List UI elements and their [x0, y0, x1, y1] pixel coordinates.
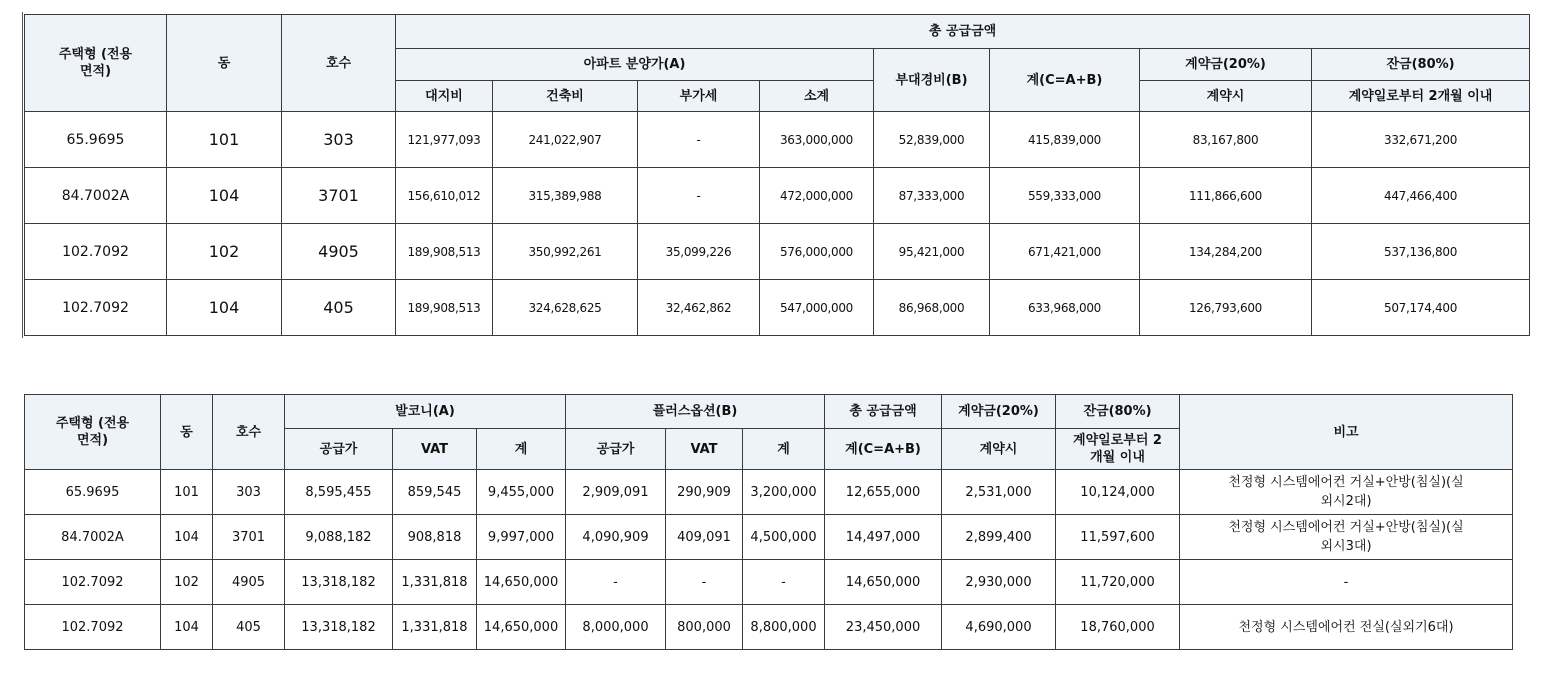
header-option-sum: 계	[743, 429, 825, 470]
table-row	[25, 112, 1530, 168]
cell-balcony-sum: 14,650,000	[477, 560, 566, 605]
cell-note: 천정형 시스템에어컨 거실+안방(침실)(실외시3대)	[1180, 515, 1513, 560]
header-dong: 동	[167, 15, 282, 112]
header-deposit-when: 계약시	[1140, 81, 1312, 112]
header-apt-sale: 아파트 분양가(A)	[396, 49, 874, 81]
header-option-vat: VAT	[666, 429, 743, 470]
cell-sum: 559,333,000	[990, 168, 1140, 224]
header-balcony-supply: 공급가	[285, 429, 393, 470]
cell-total: 14,650,000	[825, 560, 942, 605]
cell-balance: 11,597,600	[1056, 515, 1180, 560]
cell-type: 102.7092	[25, 224, 167, 280]
cell-option-sum: 3,200,000	[743, 470, 825, 515]
cell-land: 189,908,513	[396, 280, 493, 336]
cell-land: 121,977,093	[396, 112, 493, 168]
header-total-supply: 총 공급금액	[825, 395, 942, 429]
cell-dong: 102	[167, 224, 282, 280]
cell-sum: 415,839,000	[990, 112, 1140, 168]
cell-balance: 11,720,000	[1056, 560, 1180, 605]
header-balance: 잔금(80%)	[1312, 49, 1530, 81]
header-extra: 부대경비(B)	[874, 49, 990, 112]
header-deposit: 계약금(20%)	[1140, 49, 1312, 81]
cell-dong: 104	[167, 168, 282, 224]
header-balance-when: 계약일로부터 2개월 이내	[1312, 81, 1530, 112]
table-row	[25, 515, 1513, 560]
header-deposit-when: 계약시	[942, 429, 1056, 470]
cell-note: -	[1180, 560, 1513, 605]
header-balance: 잔금(80%)	[1056, 395, 1180, 429]
cell-hosu: 405	[282, 280, 396, 336]
cell-subtotal: 472,000,000	[760, 168, 874, 224]
cell-balcony-supply: 13,318,182	[285, 605, 393, 650]
cell-vat: -	[638, 112, 760, 168]
cell-dong: 104	[167, 280, 282, 336]
cell-option-supply: -	[566, 560, 666, 605]
table-row	[25, 470, 1513, 515]
cell-deposit: 4,690,000	[942, 605, 1056, 650]
header-type: 주택형 (전용면적)	[25, 395, 161, 470]
table-row	[25, 168, 1530, 224]
cell-type: 102.7092	[25, 560, 161, 605]
cell-note: 천정형 시스템에어컨 전실(실외기6대)	[1180, 605, 1513, 650]
cell-option-sum: -	[743, 560, 825, 605]
cell-extra: 52,839,000	[874, 112, 990, 168]
cell-dong: 101	[167, 112, 282, 168]
cell-type: 65.9695	[25, 112, 167, 168]
cell-vat: 35,099,226	[638, 224, 760, 280]
cell-hosu: 405	[213, 605, 285, 650]
cell-note: 천정형 시스템에어컨 거실+안방(침실)(실외시2대)	[1180, 470, 1513, 515]
cell-balcony-supply: 9,088,182	[285, 515, 393, 560]
cell-option-sum: 8,800,000	[743, 605, 825, 650]
cell-building: 241,022,907	[493, 112, 638, 168]
cell-deposit: 134,284,200	[1140, 224, 1312, 280]
cell-subtotal: 547,000,000	[760, 280, 874, 336]
cell-hosu: 4905	[282, 224, 396, 280]
left-border-rule	[22, 12, 23, 338]
cell-building: 315,389,988	[493, 168, 638, 224]
cell-subtotal: 576,000,000	[760, 224, 874, 280]
header-hosu: 호수	[213, 395, 285, 470]
header-balcony-vat: VAT	[393, 429, 477, 470]
cell-balcony-sum: 9,997,000	[477, 515, 566, 560]
table-row	[25, 224, 1530, 280]
cell-option-supply: 8,000,000	[566, 605, 666, 650]
cell-hosu: 3701	[282, 168, 396, 224]
cell-type: 84.7002A	[25, 168, 167, 224]
header-dong: 동	[161, 395, 213, 470]
cell-deposit: 126,793,600	[1140, 280, 1312, 336]
cell-balcony-vat: 859,545	[393, 470, 477, 515]
cell-subtotal: 363,000,000	[760, 112, 874, 168]
cell-deposit: 111,866,600	[1140, 168, 1312, 224]
cell-balcony-sum: 9,455,000	[477, 470, 566, 515]
cell-land: 156,610,012	[396, 168, 493, 224]
header-deposit: 계약금(20%)	[942, 395, 1056, 429]
header-option-supply: 공급가	[566, 429, 666, 470]
cell-vat: 32,462,862	[638, 280, 760, 336]
cell-hosu: 3701	[213, 515, 285, 560]
header-total-supply: 총 공급금액	[396, 15, 1530, 49]
cell-extra: 86,968,000	[874, 280, 990, 336]
cell-option-vat: 290,909	[666, 470, 743, 515]
cell-balance: 10,124,000	[1056, 470, 1180, 515]
cell-option-supply: 2,909,091	[566, 470, 666, 515]
table-row	[25, 605, 1513, 650]
cell-option-vat: 409,091	[666, 515, 743, 560]
header-land: 대지비	[396, 81, 493, 112]
cell-option-vat: 800,000	[666, 605, 743, 650]
cell-balcony-supply: 13,318,182	[285, 560, 393, 605]
header-balcony: 발코니(A)	[285, 395, 566, 429]
cell-balance: 18,760,000	[1056, 605, 1180, 650]
cell-total: 23,450,000	[825, 605, 942, 650]
cell-deposit: 2,531,000	[942, 470, 1056, 515]
cell-balcony-sum: 14,650,000	[477, 605, 566, 650]
cell-option-sum: 4,500,000	[743, 515, 825, 560]
cell-deposit: 2,899,400	[942, 515, 1056, 560]
cell-balance: 507,174,400	[1312, 280, 1530, 336]
cell-balcony-vat: 1,331,818	[393, 560, 477, 605]
cell-type: 84.7002A	[25, 515, 161, 560]
header-note: 비고	[1180, 395, 1513, 470]
cell-sum: 633,968,000	[990, 280, 1140, 336]
cell-type: 102.7092	[25, 605, 161, 650]
header-plus-option: 플러스옵션(B)	[566, 395, 825, 429]
cell-balcony-vat: 908,818	[393, 515, 477, 560]
cell-extra: 87,333,000	[874, 168, 990, 224]
table-row	[25, 560, 1513, 605]
header-balance-when: 계약일로부터 2개월 이내	[1056, 429, 1180, 470]
cell-sum: 671,421,000	[990, 224, 1140, 280]
cell-hosu: 4905	[213, 560, 285, 605]
cell-balcony-supply: 8,595,455	[285, 470, 393, 515]
cell-dong: 104	[161, 605, 213, 650]
header-sum: 계(C=A+B)	[990, 49, 1140, 112]
cell-building: 350,992,261	[493, 224, 638, 280]
cell-vat: -	[638, 168, 760, 224]
cell-building: 324,628,625	[493, 280, 638, 336]
header-subtotal: 소계	[760, 81, 874, 112]
cell-deposit: 83,167,800	[1140, 112, 1312, 168]
cell-balance: 537,136,800	[1312, 224, 1530, 280]
cell-hosu: 303	[282, 112, 396, 168]
cell-type: 65.9695	[25, 470, 161, 515]
cell-deposit: 2,930,000	[942, 560, 1056, 605]
cell-option-vat: -	[666, 560, 743, 605]
cell-balance: 332,671,200	[1312, 112, 1530, 168]
header-type: 주택형 (전용면적)	[25, 15, 167, 112]
header-building: 건축비	[493, 81, 638, 112]
cell-hosu: 303	[213, 470, 285, 515]
cell-option-supply: 4,090,909	[566, 515, 666, 560]
cell-total: 14,497,000	[825, 515, 942, 560]
cell-extra: 95,421,000	[874, 224, 990, 280]
cell-total: 12,655,000	[825, 470, 942, 515]
cell-balcony-vat: 1,331,818	[393, 605, 477, 650]
cell-type: 102.7092	[25, 280, 167, 336]
cell-balance: 447,466,400	[1312, 168, 1530, 224]
cell-dong: 101	[161, 470, 213, 515]
table-row	[25, 280, 1530, 336]
option-price-table	[24, 394, 1513, 650]
header-hosu: 호수	[282, 15, 396, 112]
supply-price-table	[24, 14, 1530, 336]
header-sum-formula: 계(C=A+B)	[825, 429, 942, 470]
cell-dong: 104	[161, 515, 213, 560]
cell-dong: 102	[161, 560, 213, 605]
cell-land: 189,908,513	[396, 224, 493, 280]
header-vat: 부가세	[638, 81, 760, 112]
header-balcony-sum: 계	[477, 429, 566, 470]
